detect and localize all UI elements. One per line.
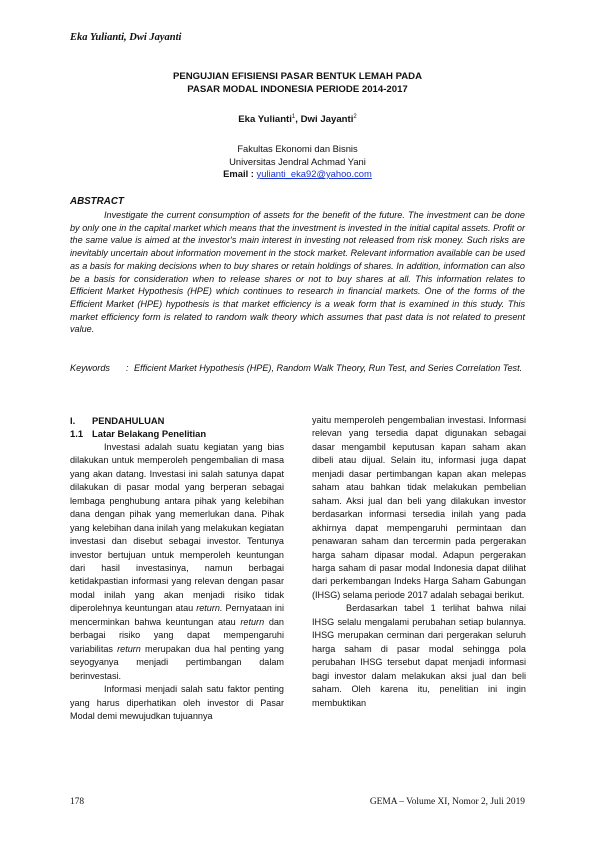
abstract-body — [70, 209, 525, 336]
email-line — [60, 168, 535, 179]
authors — [60, 114, 535, 125]
italic-term: return — [240, 616, 265, 627]
affiliation — [60, 142, 535, 168]
section-title: PENDAHULUAN — [92, 415, 165, 426]
paragraph: Informasi menjadi salah satu faktor penting yang harus diperhatikan oleh investor di Pasar Modal demi mewujudkan tujuannya — [70, 684, 284, 721]
keywords — [70, 362, 525, 375]
section-heading — [70, 414, 284, 427]
affiliation-faculty: Fakultas Ekonomi dan Bisnis — [237, 143, 358, 154]
right-column — [312, 414, 526, 710]
email-label: Email : — [223, 168, 257, 179]
author-2-affil-mark: 2 — [353, 114, 357, 120]
left-column — [70, 414, 284, 723]
paragraph: yaitu memperoleh pengembalian investasi. Informasi relevan yang tersedia dapat digunakan sebagai dasar mengambil keputusan kapan saham akan dibeli atau dijual. Selain itu, informasi juga dapat menjadi dasar pertimbangan kapan akan melepas saham atau bahkan tidak melakukan pembelian saham. Aksi jual dan beli yang dilakukan investor berdasarkan informasi tersedia inilah yang pada akhirnya dapat mempengaruhi permintaan dan penawaran saham dan tercermin pada pergerakan harga saham dipasar modal. Adapun pergerakan harga saham di pasar modal Indonesia dapat dilihat dari perkembangan Indeks Harga Saham Gabungan (IHSG) selama periode 2017 adalah sebagai berikut. — [312, 415, 526, 600]
page-number: 178 — [70, 797, 85, 807]
paper-title — [60, 70, 535, 96]
author-2: Dwi Jayanti — [300, 114, 354, 126]
italic-term: return — [117, 643, 141, 654]
text-run: dan berbagai risiko yang dapat mempengaruhi variabilitas — [70, 616, 284, 654]
paragraph: Berdasarkan tabel 1 terlihat bahwa nilai IHSG selalu mengalami perubahan setiap bulannya. IHSG merupakan cerminan dari pergerakan seluruh harga saham di pasar modal sehingga pola perubahan IHSG tersebut dapat menjadi informasi bagi investor dalam melakukan aksi jual dan beli saham. Oleh karena itu, penelitian ini ingin membuktikan — [312, 603, 526, 708]
italic-term: return. — [196, 603, 223, 614]
text-run: merupakan dua hal penting yang seyogyanya menjadi pertimbangan dalam berinvestasi. — [70, 643, 284, 681]
keywords-text: Efficient Market Hypothesis (HPE), Random Walk Theory, Run Test, and Series Correlation Test. — [134, 363, 523, 373]
subsection-number: 1.1 — [70, 428, 84, 440]
running-head: Eka Yulianti, Dwi Jayanti — [70, 32, 182, 43]
paragraph — [70, 441, 284, 683]
keywords-label: Keywords — [70, 363, 110, 373]
subsection-heading — [70, 427, 284, 440]
journal-footer: GEMA – Volume XI, Nomor 2, Juli 2019 — [369, 797, 525, 807]
keywords-colon: : — [126, 363, 129, 373]
title-line-2: PASAR MODAL INDONESIA PERIODE 2014-2017 — [187, 84, 408, 95]
text-run: Investasi adalah suatu kegiatan yang bias dilakukan untuk memperoleh pengembalian di masa yang akan datang. Investasi ini salah satunya dapat dilakukan di pasar modal yang berperan sebagai lembaga penghubung antara pihak yang kelebihan dana dengan pihak yang memerlukan dana. Pihak yang kelebihan dana inilah yang melakukan kegiatan investasi dan disebut sebagai investor. Tentunya investor bertujuan untuk memperoleh keuntungan dari hasil investasinya, namun berbagai ketidakpastian informasi yang relevan dengan pasar modal inilah yang akan menjadi risiko tidak diperolehnya keuntungan atau — [70, 441, 284, 614]
subsection-title: Latar Belakang Penelitian — [92, 428, 207, 440]
text-run: Pernyataan ini mencerminkan bahwa keuntungan atau — [70, 603, 285, 627]
email-link[interactable]: yulianti_eka92@yahoo.com — [256, 168, 372, 179]
author-separator: , — [295, 114, 301, 126]
author-1-affil-mark: 1 — [291, 114, 296, 120]
author-1: Eka Yulianti — [238, 114, 292, 126]
affiliation-university: Universitas Jendral Achmad Yani — [229, 156, 366, 167]
abstract-text: Investigate the current consumption of assets for the benefit of the future. The investment can be done by only one in the capital market which means that the investment is invested in the initial capital assets. Profit or the same value is aimed at the investor's main interest in investing not released from risk money. Such risks are inevitably uncertain about information movement in the stock market. Relevant information available can be used as a basis for making decisions when to buy shares or retain holdings of shares. In addition, information can also be a basis for consideration when to release shares or not to buy shares at all. This information relates to Efficient Market Hypothesis (HPE) which continues to research in financial markets. One of the forms of the Efficient Market (HPE) hypothesis is that market efficiency is a weak form that is examined in this study. This market efficiency form is related to random walk theory which assumes that past data is not related to present value. — [70, 210, 525, 335]
title-line-1: PENGUJIAN EFISIENSI PASAR BENTUK LEMAH PADA — [172, 71, 423, 82]
abstract-heading: ABSTRACT — [70, 196, 124, 207]
section-number: I. — [70, 415, 76, 426]
